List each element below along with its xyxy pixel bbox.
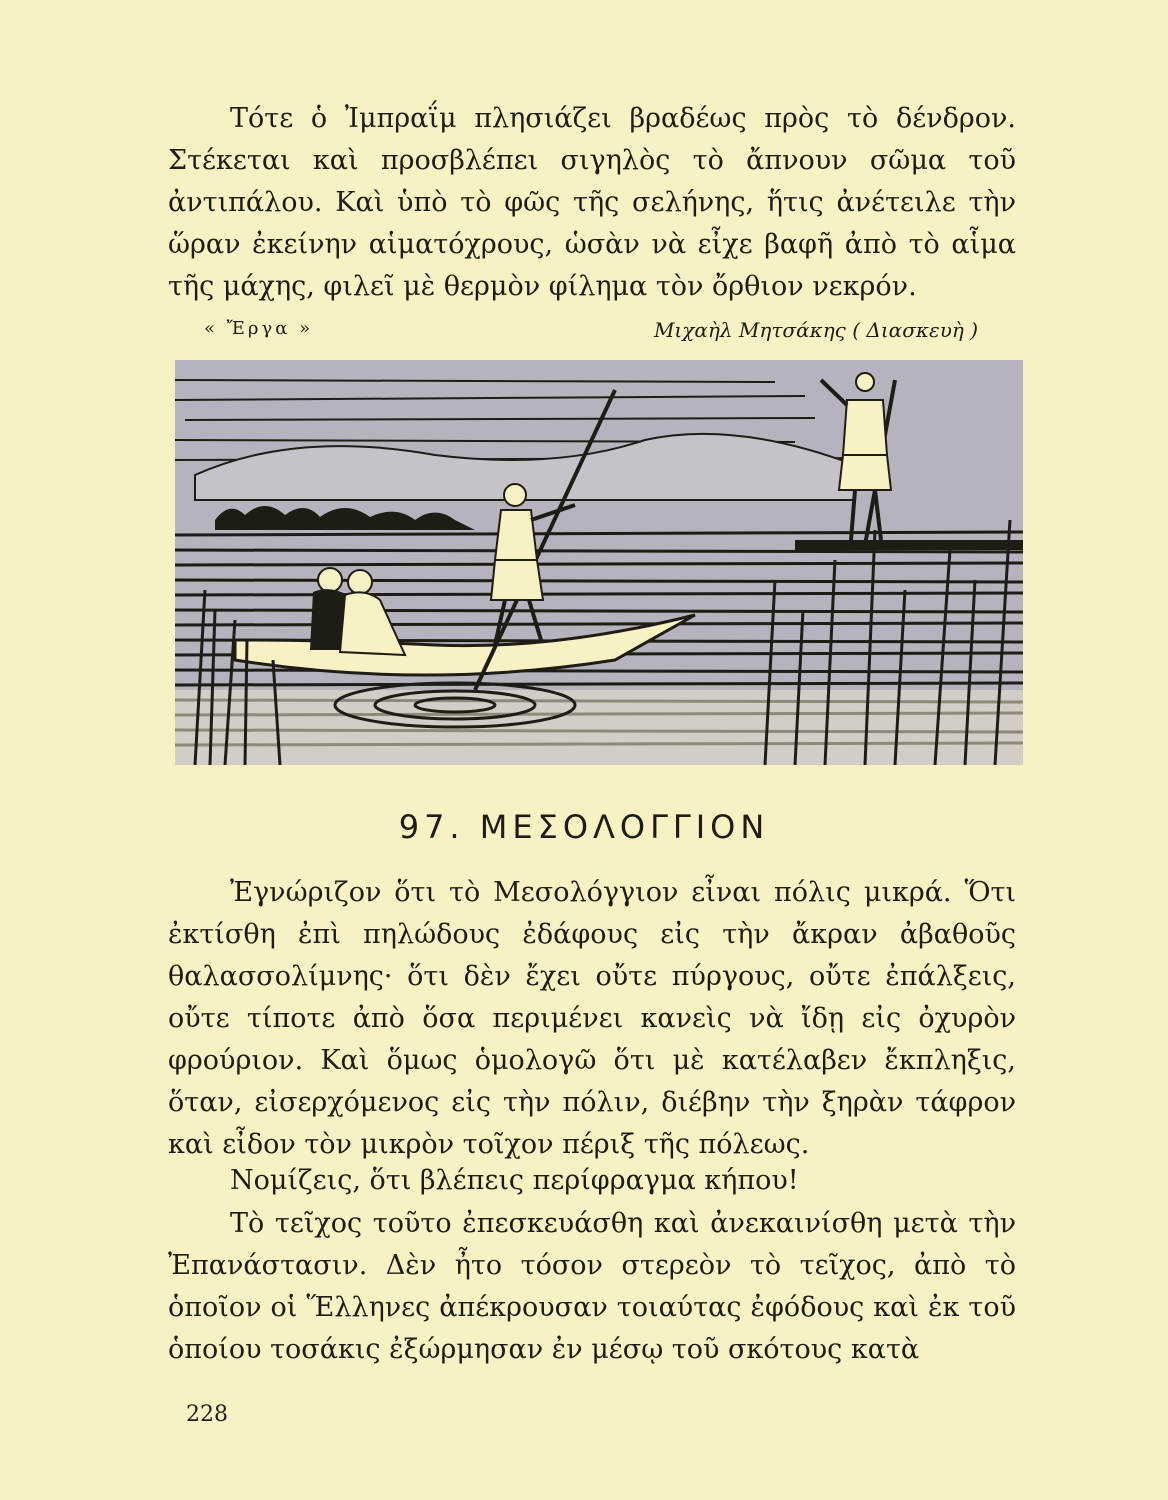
lagoon-boat-illustration: [175, 360, 1023, 765]
paragraph-ending-previous-story: Τότε ὁ Ἰμπραΐμ πλησιάζει βραδέως πρὸς τὸ δένδρον. Στέκεται καὶ προσβλέπει σιγηλὸς τὸ ἄπνουν σῶμα τοῦ ἀντιπάλου. Καὶ ὑπὸ τὸ φῶς τῆς σελήνης, ἥτις ἀνέτειλε τὴν ὥραν ἐκείνην αἱματόχρους, ὡσὰν νὰ εἶχε βαφῆ ἀπὸ τὸ αἷμα τῆς μάχης, φιλεῖ μὲ θερμὸν φίλημα τὸν ὄρθιον νεκρόν.: [168, 103, 1016, 302]
section-heading: 97. ΜΕΣΟΛΟΓΓΙΟΝ: [398, 808, 770, 846]
far-punt: [795, 540, 1023, 550]
source-attribution: [168, 318, 978, 348]
source-work-title: « Ἔργα »: [204, 318, 314, 339]
paragraph-wall-history: Τὸ τεῖχος τοῦτο ἐπεσκευάσθη καὶ ἀνεκαινίσθη μετὰ τὴν Ἐπανάστασιν. Δὲν ἦτο τόσον στερεὸν τὸ τεῖχος, ἀπὸ τὸ ὁποῖον οἱ Ἕλληνες ἀπέκρουσαν τοιαύτας ἐφόδους καὶ ἐκ τοῦ ὁποίου τοσάκις ἐξώρμησαν ἐν μέσῳ τοῦ σκότους κατὰ: [168, 1208, 1016, 1365]
paragraph-mesolongi-description: Ἐγνώριζον ὅτι τὸ Μεσολόγγιον εἶναι πόλις μικρά. Ὅτι ἐκτίσθη ἐπὶ πηλώδους ἐδάφους εἰς τὴν ἄκραν ἀβαθοῦς θαλασσολίμνης· ὅτι δὲν ἔχει οὔτε πύργους, οὔτε ἐπάλξεις, οὔτε τίποτε ἀπὸ ὅσα περιμένει κανεὶς νὰ ἴδῃ εἰς ὀχυρὸν φρούριον. Καὶ ὅμως ὁμολογῶ ὅτι μὲ κατέλαβεν ἔκπληξις, ὅταν, εἰσερχόμενος εἰς τὴν πόλιν, διέβην τὴν ξηρὰν τάφρον καὶ εἶδον τὸν μικρὸν τοῖχον πέριξ τῆς πόλεως.: [168, 877, 1016, 1160]
source-author: Μιχαὴλ Μητσάκης ( Διασκευὴ ): [653, 318, 978, 342]
paragraph-exclamation: Νομίζεις, ὅτι βλέπεις περίφραγμα κήπου!: [230, 1165, 799, 1196]
page-number: 228: [186, 1402, 228, 1427]
